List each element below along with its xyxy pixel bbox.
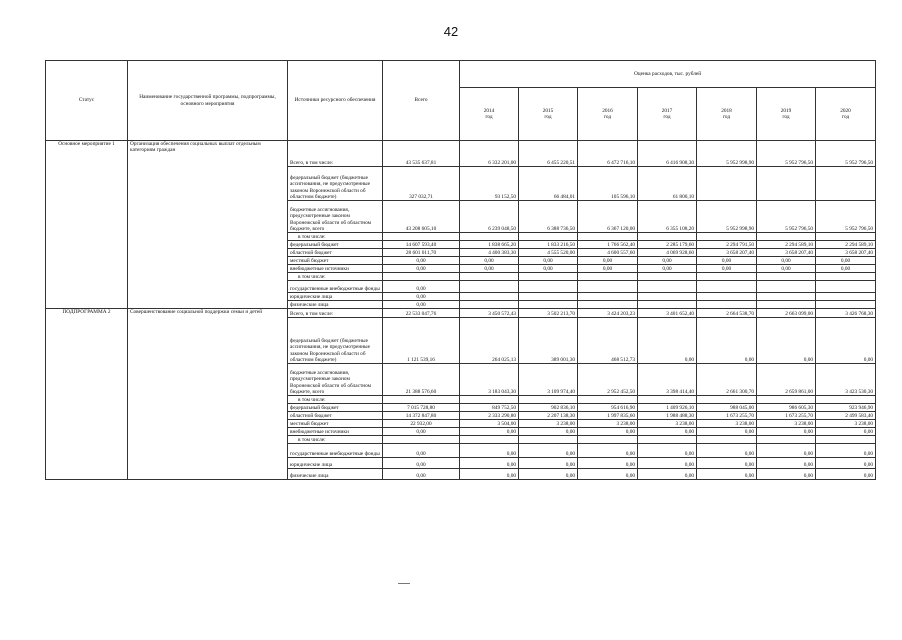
row-year-value: 0,00 <box>757 265 816 273</box>
row-year-value <box>519 436 578 444</box>
row-source: юридические лица <box>288 458 383 469</box>
row-year-value <box>460 293 519 301</box>
header-year <box>816 88 876 141</box>
row-year-value: 0,00 <box>697 265 757 273</box>
header-year-unit: год <box>722 114 731 120</box>
row-year-value <box>697 301 757 309</box>
row-year-value: 1 997 835,60 <box>578 412 638 420</box>
row-year-value: 0,00 <box>638 469 697 480</box>
row-source: федеральный бюджет <box>288 404 383 412</box>
row-year-value <box>638 293 697 301</box>
row-year-value <box>816 233 876 241</box>
row-year-value: 2 499 583,40 <box>816 412 876 420</box>
row-total: 14 372 847,80 <box>383 412 460 420</box>
row-year-value: 3 658 207,40 <box>757 249 816 257</box>
row-year-value <box>697 436 757 444</box>
row-year-value: 1 833 216,50 <box>519 241 578 249</box>
row-year-value: 264 025,13 <box>460 318 519 364</box>
row-year-value: 3 424 203,23 <box>578 309 638 318</box>
row-year-value: 5 952 998,90 <box>697 141 757 167</box>
row-year-value <box>697 167 757 201</box>
row-total: 28 601 011,70 <box>383 249 460 257</box>
row-year-value <box>697 273 757 281</box>
header-status: Статус <box>46 61 128 141</box>
row-year-value: 389 001,30 <box>519 318 578 364</box>
row-year-value: 5 952 998,90 <box>697 201 757 233</box>
scan-mark <box>398 583 410 584</box>
row-year-value: 2 659 861,00 <box>757 364 816 396</box>
row-year-value: 0,00 <box>757 469 816 480</box>
header-year-unit: год <box>485 114 493 120</box>
row-year-value: 3 238,00 <box>578 420 638 428</box>
row-source: федеральный бюджет (бюджетные ассигнования, не предусмотренные законом Воронежской области об областном бюджете) <box>288 318 383 364</box>
row-year-value: 0,00 <box>578 265 638 273</box>
row-year-value: 1 766 562,40 <box>578 241 638 249</box>
row-total: 22 932,00 <box>383 420 460 428</box>
row-year-value: 849 752,50 <box>460 404 519 412</box>
row-total <box>383 436 460 444</box>
header-year-unit: год <box>603 114 612 120</box>
row-year-value: 0,00 <box>519 265 578 273</box>
row-year-value <box>578 293 638 301</box>
header-year-value: 2014 <box>483 107 495 114</box>
row-year-value: 1 988 488,30 <box>638 412 697 420</box>
row-total: 22 533 047,76 <box>383 309 460 318</box>
row-year-value: 3 238,00 <box>816 420 876 428</box>
row-year-value: 4 069 928,60 <box>638 249 697 257</box>
row-year-value: 0,00 <box>816 318 876 364</box>
row-year-value: 0,00 <box>638 444 697 458</box>
row-year-value: 3 398 414,40 <box>638 364 697 396</box>
row-year-value: 0,00 <box>519 458 578 469</box>
row-year-value <box>757 233 816 241</box>
header-source: Источники ресурсного обеспечения <box>288 61 383 141</box>
row-total: 0,00 <box>383 428 460 436</box>
row-year-value <box>460 281 519 293</box>
row-year-value: 902 836,10 <box>519 404 578 412</box>
row-year-value: 0,00 <box>578 469 638 480</box>
row-total: 327 032,71 <box>383 167 460 201</box>
row-source: в том числе: <box>288 233 383 241</box>
row-year-value: 2 333 290,80 <box>460 412 519 420</box>
header-year <box>578 88 638 141</box>
row-year-value <box>638 301 697 309</box>
row-program-name: Совершенствование социальной поддержки семьи и детей <box>128 309 288 480</box>
row-year-value: 66 484,01 <box>519 167 578 201</box>
row-year-value: 0,00 <box>816 428 876 436</box>
row-year-value: 0,00 <box>638 257 697 265</box>
row-year-value: 3 426 768,30 <box>816 309 876 318</box>
row-year-value <box>460 301 519 309</box>
row-year-value: 0,00 <box>697 318 757 364</box>
header-year-unit: год <box>782 114 790 120</box>
row-year-value: 3 450 572,43 <box>460 309 519 318</box>
row-year-value: 0,00 <box>460 469 519 480</box>
row-source: местный бюджет <box>288 257 383 265</box>
row-year-value <box>816 396 876 404</box>
row-year-value: 0,00 <box>460 265 519 273</box>
row-year-value: 954 616,90 <box>578 404 638 412</box>
row-year-value: 0,00 <box>757 428 816 436</box>
row-program-name: Организация обеспечения социальных выплат отдельным категориям граждан <box>128 141 288 309</box>
row-year-value: 2 294 589,10 <box>757 241 816 249</box>
row-year-value: 2 294 589,10 <box>816 241 876 249</box>
row-year-value <box>697 293 757 301</box>
row-year-value: 0,00 <box>816 444 876 458</box>
row-year-value: 61 800,10 <box>638 167 697 201</box>
row-year-value: 0,00 <box>638 265 697 273</box>
header-year <box>757 88 816 141</box>
row-year-value <box>460 273 519 281</box>
table-row <box>46 141 876 167</box>
row-year-value <box>578 396 638 404</box>
row-year-value <box>757 396 816 404</box>
row-year-value: 0,00 <box>638 318 697 364</box>
row-total <box>383 233 460 241</box>
row-year-value: 0,00 <box>697 458 757 469</box>
row-year-value: 0,00 <box>578 257 638 265</box>
row-year-value <box>638 281 697 293</box>
row-source: в том числе: <box>288 273 383 281</box>
row-year-value: 3 238,00 <box>519 420 578 428</box>
row-year-value: 923 946,90 <box>816 404 876 412</box>
row-year-value <box>816 281 876 293</box>
header-year-value: 2018 <box>721 107 732 114</box>
row-year-value: 3 658 207,40 <box>697 249 757 257</box>
row-year-value: 0,00 <box>578 458 638 469</box>
row-year-value: 5 952 796,50 <box>816 201 876 233</box>
row-year-value <box>578 301 638 309</box>
row-year-value: 6 455 220,51 <box>519 141 578 167</box>
row-year-value: 3 504,00 <box>460 420 519 428</box>
header-year <box>638 88 697 141</box>
row-year-value: 0,00 <box>519 444 578 458</box>
table-row <box>46 309 876 318</box>
header-year-value: 2015 <box>542 107 554 114</box>
row-total: 0,00 <box>383 301 460 309</box>
row-year-value: 2 661 300,70 <box>697 364 757 396</box>
row-year-value: 3 238,00 <box>638 420 697 428</box>
row-year-value: 0,00 <box>697 257 757 265</box>
row-year-value: 1 409 926,10 <box>638 404 697 412</box>
row-year-value: 0,00 <box>757 257 816 265</box>
row-year-value: 0,00 <box>638 458 697 469</box>
row-source: физические лица <box>288 469 383 480</box>
row-year-value: 0,00 <box>460 444 519 458</box>
row-year-value <box>578 233 638 241</box>
row-year-value: 2 663 099,00 <box>757 309 816 318</box>
row-year-value: 0,00 <box>638 428 697 436</box>
row-year-value <box>460 436 519 444</box>
row-total: 0,00 <box>383 281 460 293</box>
row-source: внебюджетные источники <box>288 428 383 436</box>
row-year-value: 0,00 <box>697 428 757 436</box>
row-year-value: 0,00 <box>460 428 519 436</box>
header-year-value: 2020 <box>840 107 851 114</box>
row-year-value: 0,00 <box>816 469 876 480</box>
row-total <box>383 273 460 281</box>
row-year-value: 986 605,30 <box>757 404 816 412</box>
row-year-value <box>519 396 578 404</box>
row-year-value <box>519 273 578 281</box>
row-year-value <box>757 273 816 281</box>
row-year-value: 3 238,00 <box>697 420 757 428</box>
row-year-value: 5 952 796,50 <box>757 141 816 167</box>
row-year-value: 93 152,50 <box>460 167 519 201</box>
row-year-value <box>757 281 816 293</box>
row-status: ПОДПРОГРАММА 2 <box>46 309 128 480</box>
row-year-value: 5 952 796,50 <box>757 201 816 233</box>
row-year-value: 3 423 530,30 <box>816 364 876 396</box>
row-year-value <box>638 233 697 241</box>
row-year-value: 0,00 <box>519 428 578 436</box>
row-source: в том числе: <box>288 396 383 404</box>
row-year-value: 2 207 138,30 <box>519 412 578 420</box>
row-year-value <box>578 273 638 281</box>
row-source: федеральный бюджет <box>288 241 383 249</box>
row-year-value <box>757 436 816 444</box>
row-year-value: 4 555 520,00 <box>519 249 578 257</box>
row-year-value: 6 416 908,30 <box>638 141 697 167</box>
row-year-value: 0,00 <box>578 444 638 458</box>
row-year-value <box>816 273 876 281</box>
row-year-value: 0,00 <box>519 257 578 265</box>
row-year-value <box>757 293 816 301</box>
row-source: физические лица <box>288 301 383 309</box>
row-year-value: 0,00 <box>460 458 519 469</box>
header-row <box>46 61 876 88</box>
row-total: 0,00 <box>383 293 460 301</box>
row-source: государственные внебюджетные фонды <box>288 281 383 293</box>
row-year-value: 6 388 736,50 <box>519 201 578 233</box>
row-year-value: 3 183 043,30 <box>460 364 519 396</box>
row-year-value: 2 285 179,60 <box>638 241 697 249</box>
row-year-value: 0,00 <box>757 458 816 469</box>
row-total: 0,00 <box>383 444 460 458</box>
row-year-value: 6 367 120,00 <box>578 201 638 233</box>
row-source: государственные внебюджетные фонды <box>288 444 383 458</box>
row-year-value: 6 239 048,50 <box>460 201 519 233</box>
row-year-value <box>578 281 638 293</box>
row-year-value <box>816 293 876 301</box>
table-body <box>46 141 876 480</box>
row-year-value: 0,00 <box>816 265 876 273</box>
row-year-value: 6 355 108,20 <box>638 201 697 233</box>
row-year-value: 3 109 974,40 <box>519 364 578 396</box>
row-total: 7 015 728,80 <box>383 404 460 412</box>
row-total: 43 208 605,10 <box>383 201 460 233</box>
row-year-value: 3 502 213,70 <box>519 309 578 318</box>
row-year-value: 2 294 791,50 <box>697 241 757 249</box>
header-name: Наименование государственной программы, подпрограммы, основного мероприятия <box>128 61 288 141</box>
row-year-value: 0,00 <box>578 428 638 436</box>
row-year-value: 2 664 538,70 <box>697 309 757 318</box>
row-total: 21 388 576,60 <box>383 364 460 396</box>
row-year-value: 6 332 201,00 <box>460 141 519 167</box>
row-year-value: 988 045,00 <box>697 404 757 412</box>
row-total: 0,00 <box>383 265 460 273</box>
row-source: юридические лица <box>288 293 383 301</box>
row-year-value <box>519 233 578 241</box>
row-total: 43 535 637,81 <box>383 141 460 167</box>
row-year-value: 0,00 <box>519 469 578 480</box>
row-year-value: 3 401 652,40 <box>638 309 697 318</box>
row-source: бюджетные ассигнования, предусмотренные законом Воронежской области об областном бюджете, всего <box>288 364 383 396</box>
row-year-value: 2 952 452,50 <box>578 364 638 396</box>
header-year-value: 2019 <box>780 107 792 114</box>
budget-table <box>45 60 876 480</box>
row-year-value: 0,00 <box>460 257 519 265</box>
row-year-value <box>757 301 816 309</box>
row-year-value: 4 400 383,30 <box>460 249 519 257</box>
row-year-value <box>519 293 578 301</box>
row-total: 14 607 593,40 <box>383 241 460 249</box>
header-year-value: 2017 <box>661 107 673 114</box>
row-year-value: 5 952 796,50 <box>816 141 876 167</box>
row-year-value <box>697 396 757 404</box>
row-year-value: 468 512,73 <box>578 318 638 364</box>
row-year-value <box>697 281 757 293</box>
row-source: Всего, в том числе: <box>288 309 383 318</box>
row-year-value <box>697 233 757 241</box>
row-year-value <box>816 436 876 444</box>
header-total: Всего <box>383 61 460 141</box>
header-year-value: 2016 <box>602 107 613 114</box>
row-year-value: 1 673 255,70 <box>697 412 757 420</box>
header-year <box>460 88 519 141</box>
row-year-value <box>816 301 876 309</box>
row-year-value: 1 838 665,20 <box>460 241 519 249</box>
row-year-value: 1 673 255,70 <box>757 412 816 420</box>
row-year-value: 0,00 <box>757 444 816 458</box>
row-year-value: 105 596,10 <box>578 167 638 201</box>
header-year-unit: год <box>544 114 552 120</box>
row-year-value <box>638 273 697 281</box>
row-source: Всего, в том числе: <box>288 141 383 167</box>
header-year-unit: год <box>663 114 671 120</box>
row-year-value <box>578 436 638 444</box>
row-source: федеральный бюджет (бюджетные ассигнования, не предусмотренные законом Воронежской области об областном бюджете) <box>288 167 383 201</box>
header-estimate: Оценка расходов, тыс. рублей <box>460 61 876 88</box>
row-year-value <box>519 281 578 293</box>
row-source: областной бюджет <box>288 412 383 420</box>
row-total <box>383 396 460 404</box>
row-year-value: 6 472 716,10 <box>578 141 638 167</box>
row-year-value: 0,00 <box>757 318 816 364</box>
row-year-value <box>638 396 697 404</box>
row-source: бюджетные ассигнования, предусмотренные законом Воронежской области об областном бюджете, всего <box>288 201 383 233</box>
row-source: в том числе: <box>288 436 383 444</box>
row-year-value: 0,00 <box>697 444 757 458</box>
row-total: 0,00 <box>383 469 460 480</box>
row-total: 0,00 <box>383 257 460 265</box>
row-year-value: 4 600 557,60 <box>578 249 638 257</box>
row-year-value: 3 238,00 <box>757 420 816 428</box>
row-year-value: 0,00 <box>816 257 876 265</box>
row-total: 0,00 <box>383 458 460 469</box>
row-year-value <box>757 167 816 201</box>
row-year-value: 0,00 <box>697 469 757 480</box>
row-year-value <box>460 396 519 404</box>
row-year-value <box>519 301 578 309</box>
row-status: Основное мероприятие 1 <box>46 141 128 309</box>
row-total: 1 121 539,16 <box>383 318 460 364</box>
header-year <box>519 88 578 141</box>
row-year-value: 0,00 <box>816 458 876 469</box>
header-year <box>697 88 757 141</box>
row-year-value <box>638 436 697 444</box>
row-source: внебюджетные источники <box>288 265 383 273</box>
row-year-value <box>460 233 519 241</box>
row-year-value: 3 658 207,40 <box>816 249 876 257</box>
page-number: 42 <box>443 24 459 39</box>
header-year-unit: год <box>841 114 850 120</box>
row-source: местный бюджет <box>288 420 383 428</box>
row-year-value <box>816 167 876 201</box>
row-source: областной бюджет <box>288 249 383 257</box>
